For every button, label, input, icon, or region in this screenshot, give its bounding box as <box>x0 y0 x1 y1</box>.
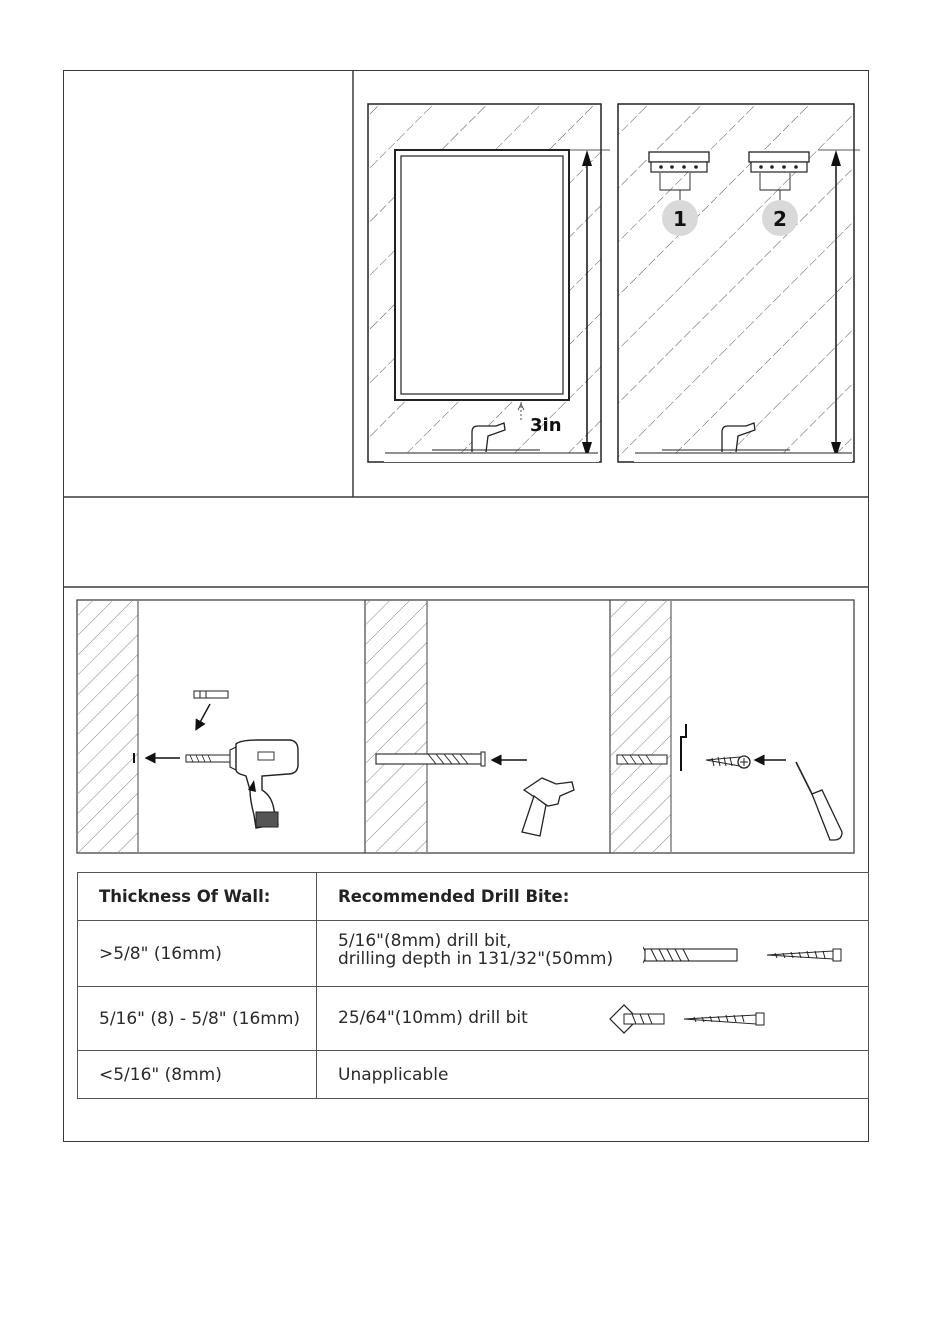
mirror-placement-diagram <box>368 104 610 462</box>
plastic-anchor-icon <box>643 941 873 971</box>
anchor-small-icon <box>194 691 228 698</box>
gap-label: 3in <box>530 415 562 436</box>
cell-drill-bit: Unapplicable <box>317 1051 869 1099</box>
anchor-in-wall-icon <box>617 755 667 764</box>
table-row <box>78 987 869 1051</box>
drill-bit-line-1: 25/64"(10mm) drill bit <box>338 1008 528 1028</box>
table-row <box>78 921 869 987</box>
cell-thickness: 5/16" (8) - 5/8" (16mm) <box>78 987 317 1051</box>
wall-plug-icon <box>376 752 485 766</box>
toggle-anchor-icon <box>606 1001 796 1041</box>
drill-bit-line-1: 5/16"(8mm) drill bit, <box>338 931 512 951</box>
header-wall-thickness: Thickness Of Wall: <box>78 873 317 921</box>
bracket-placement-diagram <box>618 104 860 462</box>
drill-bit-line-2: drilling depth in 131/32"(50mm) <box>338 949 614 969</box>
screw-icon <box>684 1013 764 1025</box>
screw-icon <box>767 949 841 961</box>
bracket-label-1: 1 <box>673 207 687 231</box>
cell-drill-bit <box>317 987 869 1051</box>
table-header-row <box>78 873 869 921</box>
cell-thickness: >5/8" (16mm) <box>78 921 317 987</box>
bracket-label-2: 2 <box>773 207 787 231</box>
table-row <box>78 1051 869 1099</box>
cell-thickness: <5/16" (8mm) <box>78 1051 317 1099</box>
installation-steps-strip <box>77 600 854 853</box>
header-drill-bit: Recommended Drill Bite: <box>317 873 869 921</box>
drill-bit-table <box>77 872 869 1099</box>
cell-drill-bit <box>317 921 869 987</box>
